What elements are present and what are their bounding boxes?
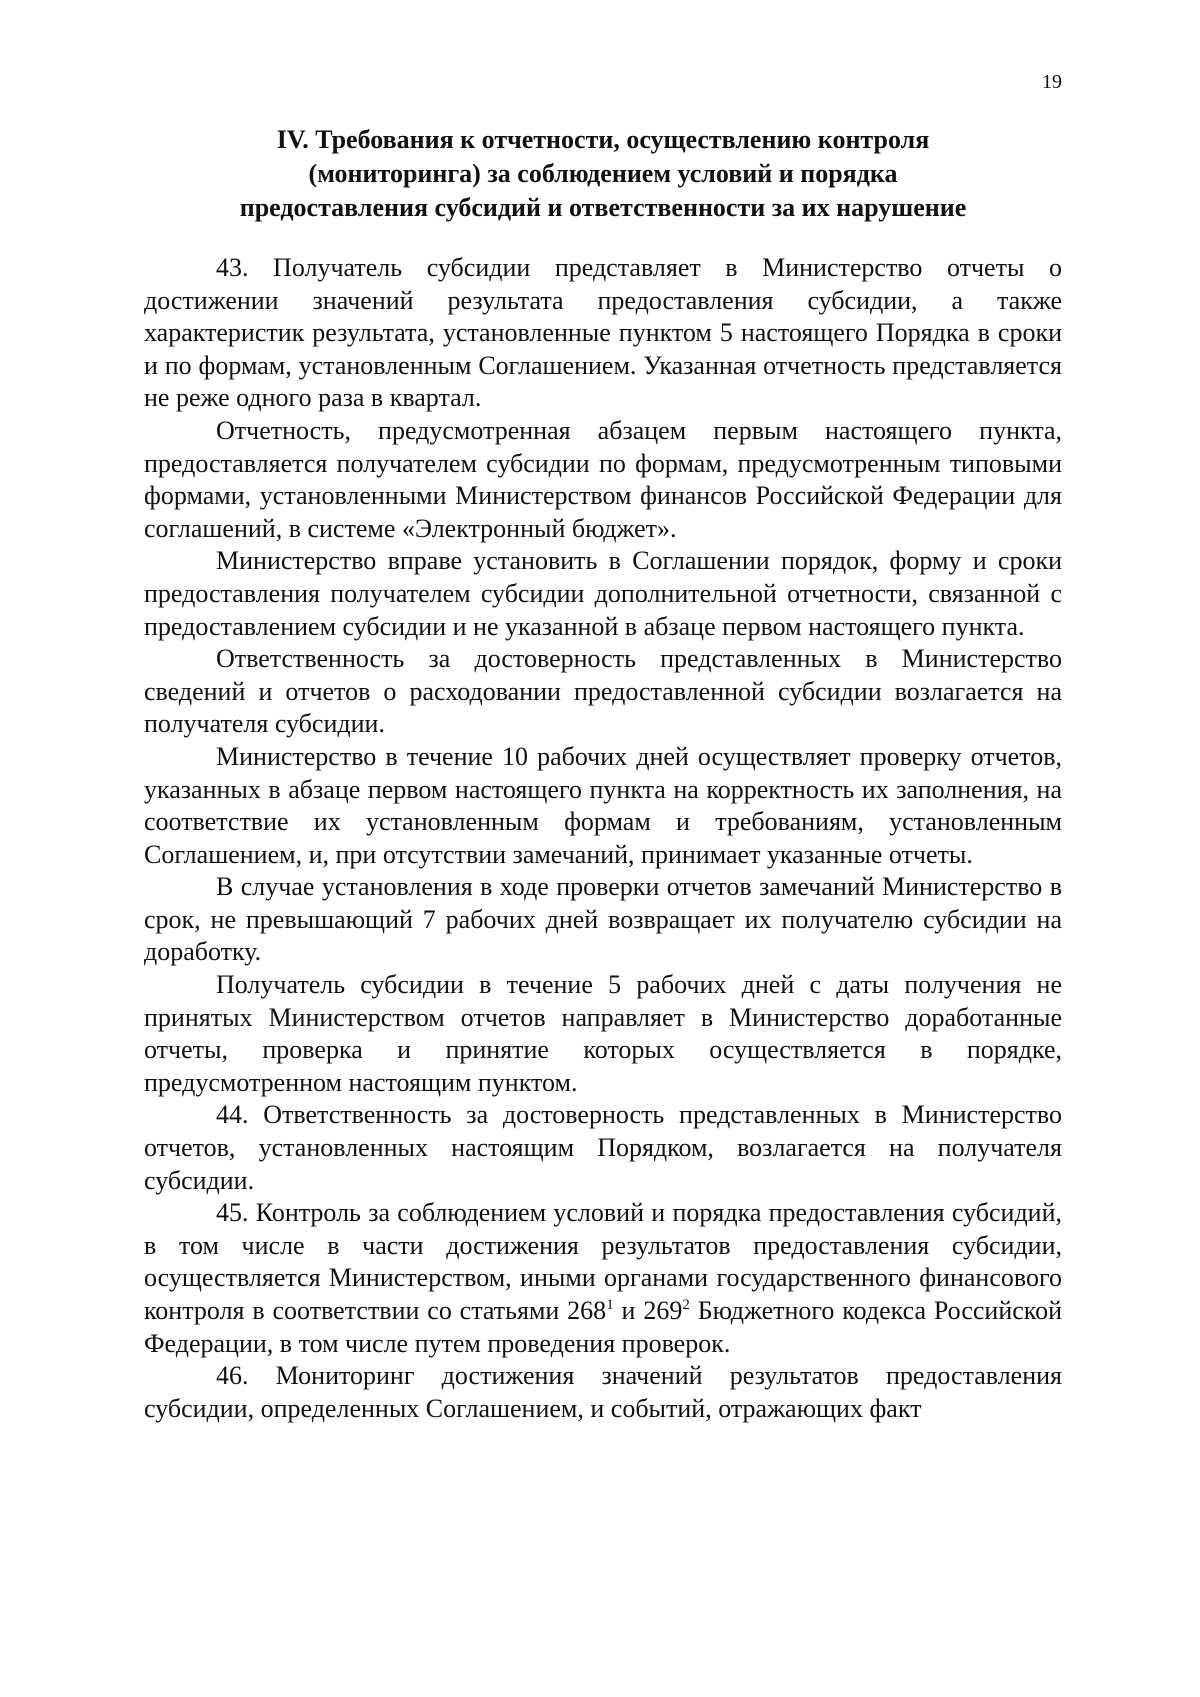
document-body: [144, 252, 1062, 1425]
paragraph-45-text-a: 45. Контроль за соблюдением условий и порядка предоставления субсидий, в том числе в части достижения результатов предоставления субсидии, осуществляется Министерством, иными органами государственного финансового контроля в соответствии со статьями 268: [144, 1198, 1062, 1325]
paragraph-46: 46. Мониторинг достижения значений результатов предоставления субсидии, определенных Соглашением, и событий, отражающих факт: [144, 1361, 1062, 1423]
paragraph-43: 43. Получатель субсидии представляет в Министерство отчеты о достижении значений результата предоставления субсидии, а также характеристик результата, установленные пунктом 5 настоящего Порядка в сроки и по формам, установленным Соглашением. Указанная отчетность представляется не реже одного раза в квартал.: [144, 253, 1062, 413]
paragraph-43-responsibility: Ответственность за достоверность представленных в Министерство сведений и отчетов о расходовании предоставленной субсидии возлагается на получателя субсидии.: [144, 644, 1062, 739]
page-number: 19: [1042, 71, 1062, 93]
paragraph-43-verification: Министерство в течение 10 рабочих дней осуществляет проверку отчетов, указанных в абзаце первом настоящего пункта на корректность их заполнения, на соответствие их установленным формам и требованиям, установленным Соглашением, и, при отсутствии замечаний, принимает указанные отчеты.: [144, 741, 1062, 869]
paragraph-43-remarks: В случае установления в ходе проверки отчетов замечаний Министерство в срок, не превышающий 7 рабочих дней возвращает их получателю субсидии на доработку.: [144, 872, 1062, 967]
superscript-2: 2: [682, 1297, 690, 1313]
paragraph-44: 44. Ответственность за достоверность представленных в Министерство отчетов, установленных настоящим Порядком, возлагается на получателя субсидии.: [144, 1100, 1062, 1195]
paragraph-45: [144, 1197, 1062, 1360]
superscript-1: 1: [606, 1297, 614, 1313]
section-heading-line-2: (мониторинга) за соблюдением условий и порядка: [308, 159, 898, 188]
section-heading-line-3: предоставления субсидий и ответственности за их нарушение: [239, 193, 967, 222]
section-heading-line-1: IV. Требования к отчетности, осуществлению контроля: [276, 125, 930, 154]
paragraph-43-resubmission: Получатель субсидии в течение 5 рабочих дней с даты получения не принятых Министерством отчетов направляет в Министерство доработанные отчеты, проверка и принятие которых осуществляется в порядке, предусмотренном настоящим пунктом.: [144, 970, 1062, 1097]
paragraph-45-text-b: и 269: [613, 1296, 683, 1325]
paragraph-43-additional-reporting: Министерство вправе установить в Соглашении порядок, форму и сроки предоставления получателем субсидии дополнительной отчетности, связанной с предоставлением субсидии и не указанной в абзаце первом настоящего пункта.: [144, 546, 1062, 641]
paragraph-45-text-c: Бюджетного кодекса Российской Федерации, в том числе путем проведения проверок.: [144, 1296, 1063, 1358]
paragraph-43-reporting-forms: Отчетность, предусмотренная абзацем первым настоящего пункта, предоставляется получателем субсидии по формам, предусмотренным типовыми формами, установленными Министерством финансов Российской Федерации для соглашений, в системе «Электронный бюджет».: [144, 415, 1062, 543]
section-heading: [144, 123, 1062, 225]
